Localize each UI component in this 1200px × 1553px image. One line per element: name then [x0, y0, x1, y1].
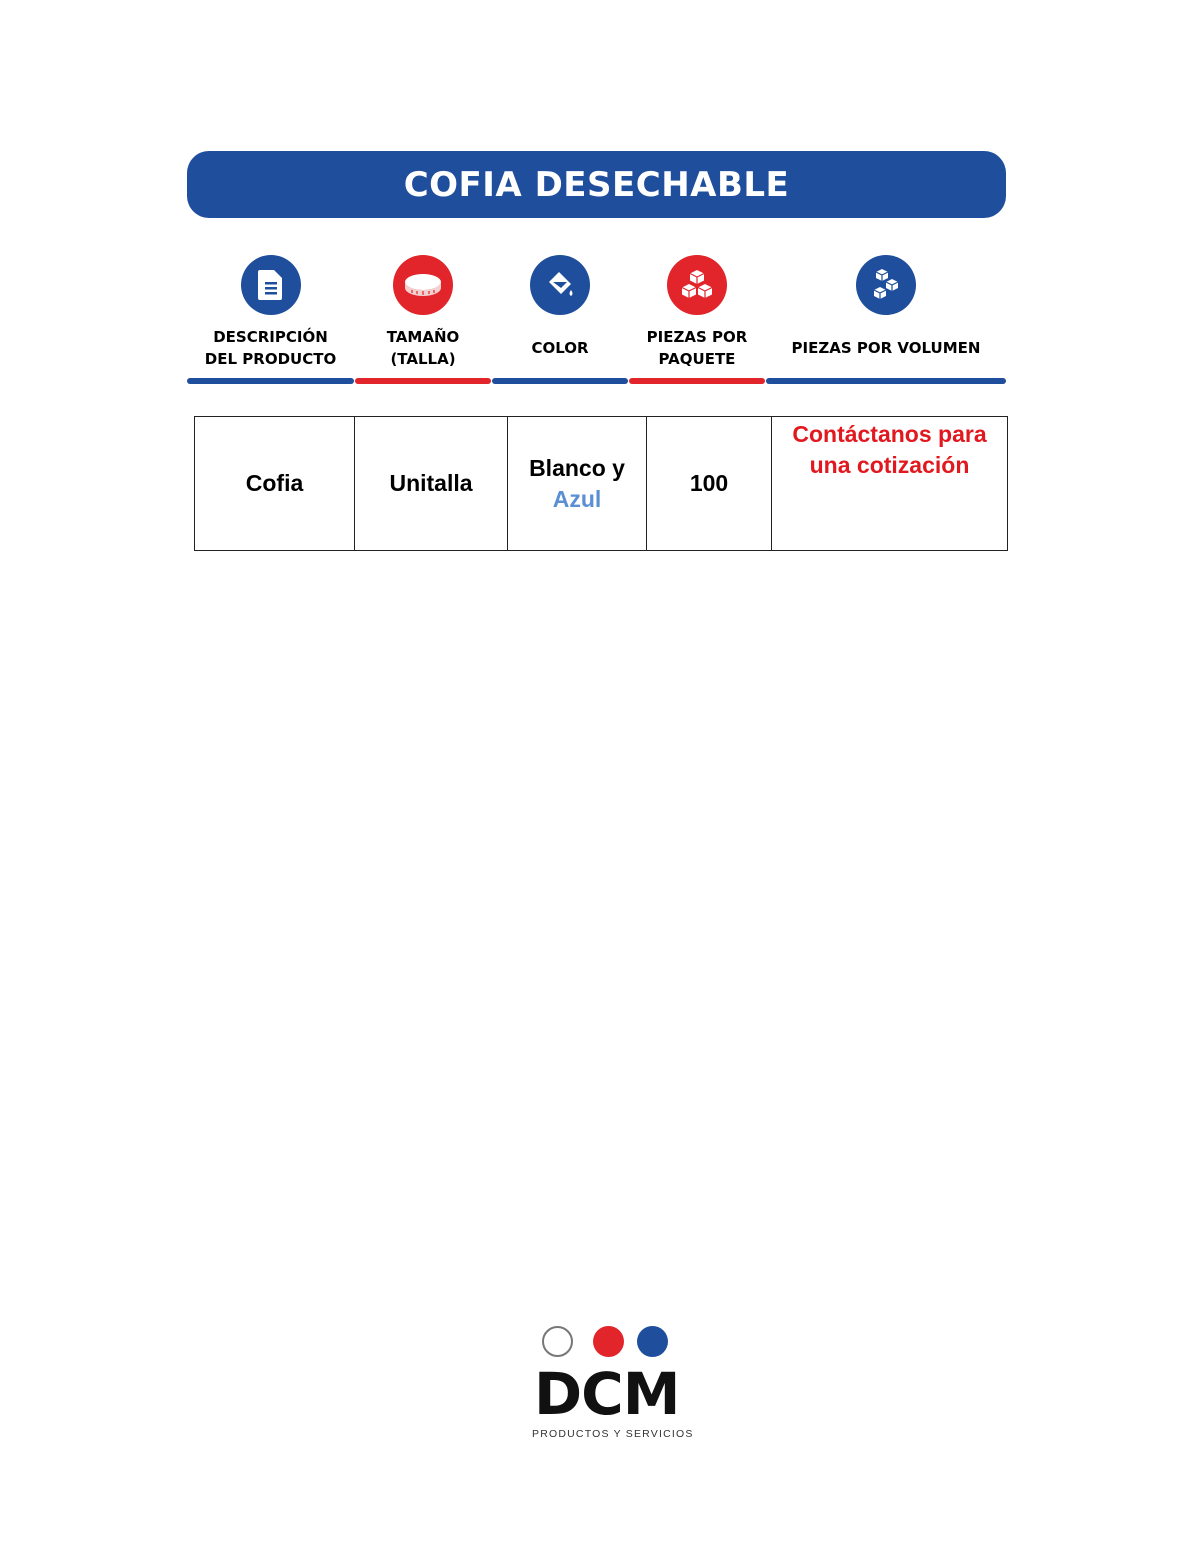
dcm-logo — [520, 1322, 695, 1447]
cell-volume — [772, 417, 1008, 551]
table-row — [195, 417, 1008, 551]
spec-table — [194, 416, 1008, 551]
header-label: PIEZAS POR VOLUMEN — [791, 339, 981, 357]
header-description — [187, 255, 354, 387]
header-pieces-package — [629, 255, 765, 387]
boxes-icon — [667, 255, 727, 315]
cell-color — [508, 417, 647, 551]
header-label: DESCRIPCIÓN DEL PRODUCTO — [204, 328, 337, 368]
logo-letters: DCM — [534, 1360, 680, 1428]
volume-text-line1: Contáctanos para — [792, 421, 987, 447]
tape-measure-icon — [393, 255, 453, 315]
header-underline — [492, 378, 628, 384]
header-underline — [187, 378, 354, 384]
title-banner — [187, 151, 1006, 218]
header-label: COLOR — [531, 339, 589, 357]
logo-dot-blue — [637, 1326, 668, 1357]
header-underline — [355, 378, 491, 384]
cell-pieces: 100 — [647, 417, 772, 551]
header-color — [492, 255, 628, 387]
paint-bucket-icon — [530, 255, 590, 315]
volume-text-line2: una cotización — [809, 452, 970, 478]
page-title: COFIA DESECHABLE — [403, 164, 790, 205]
logo-tagline: PRODUCTOS Y SERVICIOS — [532, 1428, 694, 1440]
header-underline — [766, 378, 1006, 384]
header-label: PIEZAS POR PAQUETE — [646, 328, 748, 368]
document-icon — [241, 255, 301, 315]
header-label: TAMAÑO (TALLA) — [386, 328, 460, 368]
logo-dot-red — [593, 1326, 624, 1357]
boxes-icon — [856, 255, 916, 315]
cell-size: Unitalla — [355, 417, 508, 551]
cell-product: Cofia — [195, 417, 355, 551]
logo-dot-white — [542, 1326, 573, 1357]
header-size — [355, 255, 491, 387]
header-underline — [629, 378, 765, 384]
header-pieces-volume — [766, 255, 1006, 387]
color-text-b: Azul — [552, 485, 602, 512]
color-text-a: Blanco y — [529, 454, 625, 481]
